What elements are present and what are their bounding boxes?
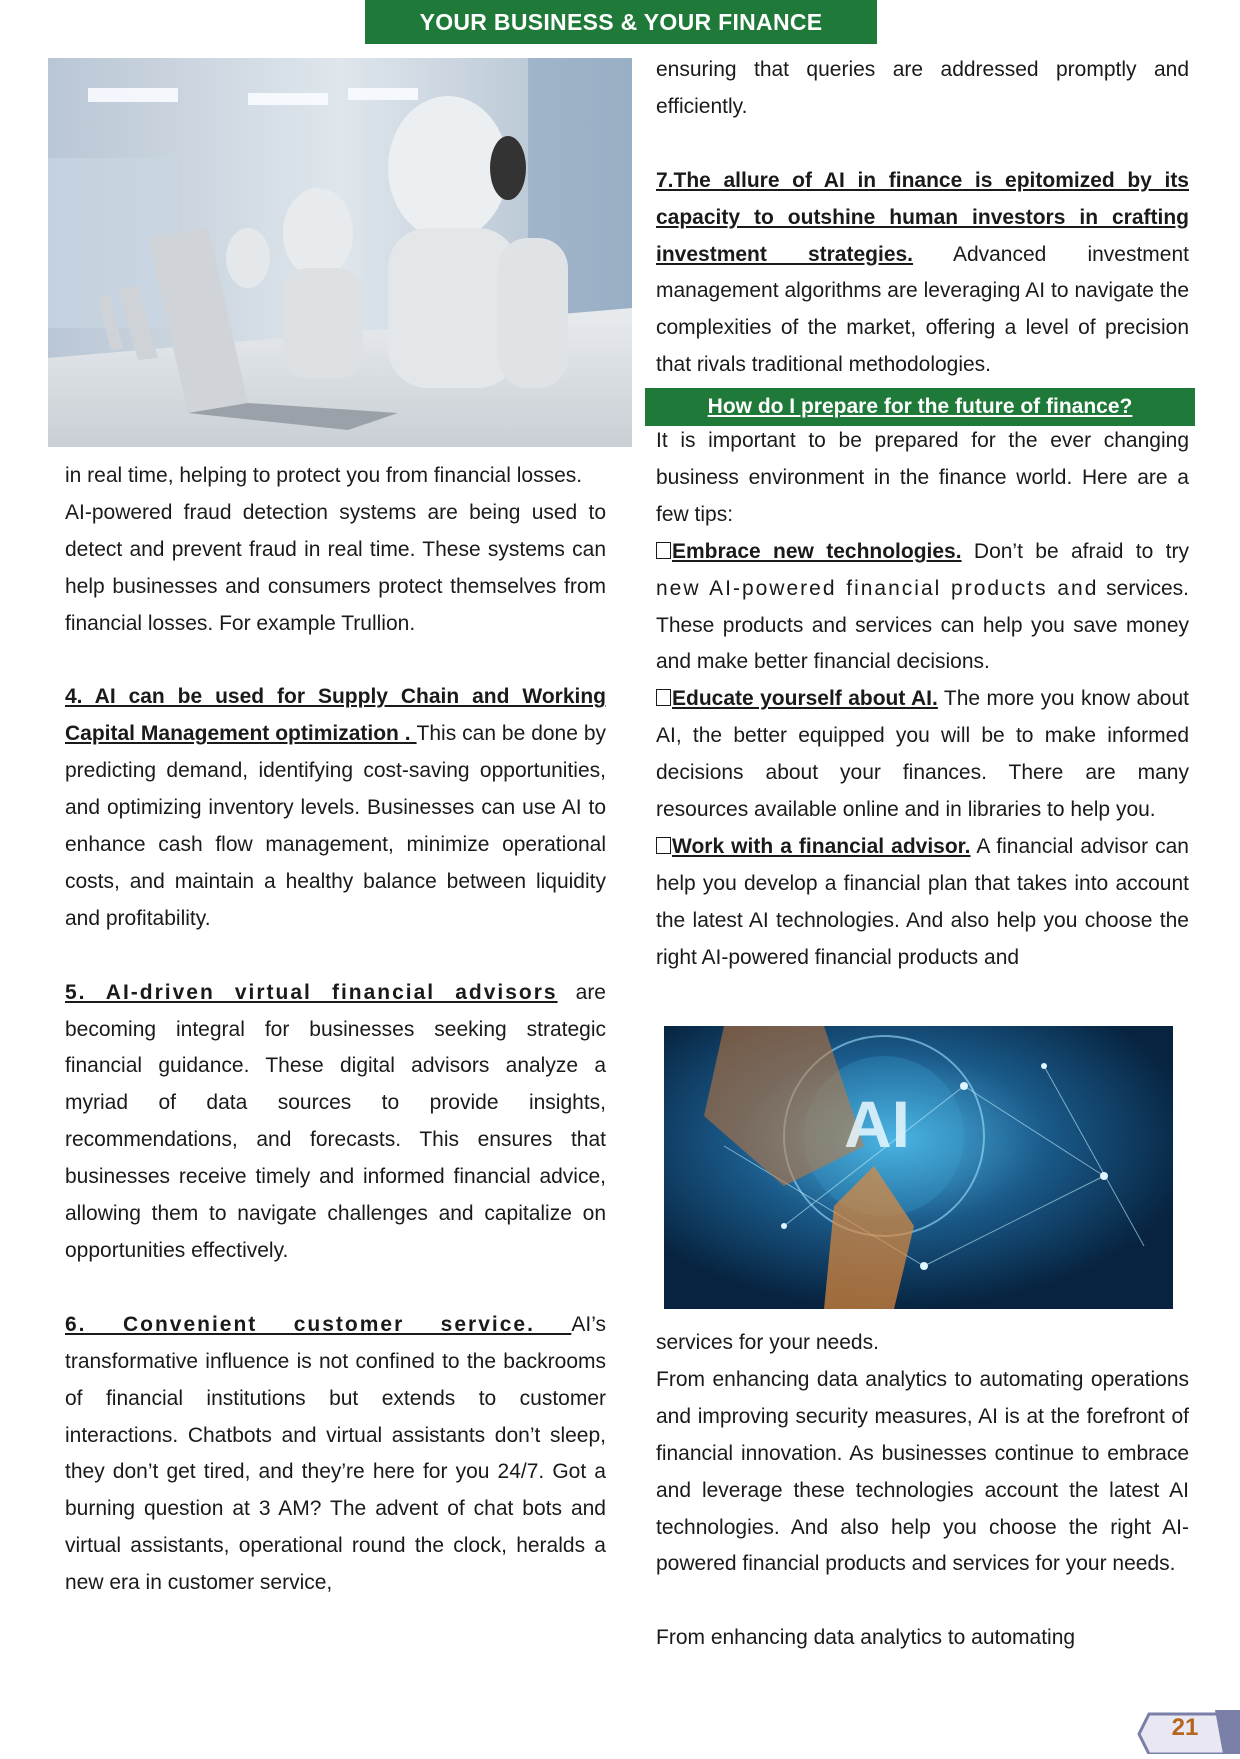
- right-bottom-paragraph-1: services for your needs.: [656, 1331, 879, 1354]
- section-heading-prepare: How do I prepare for the future of finance?: [645, 388, 1195, 426]
- tip-3-body: A financial advisor can help you develop a financial plan that takes into account the latest AI technologies. And also help you choose the right AI-powered financial products and: [656, 834, 1189, 969]
- left-column: [65, 458, 606, 1602]
- left-paragraph-1: in real time, helping to protect you from financial losses.: [65, 464, 583, 487]
- right-bottom-paragraph-2: From enhancing data analytics to automating operations and improving security measures, AI is at the forefront of financial innovation. As businesses continue to embrace and leverage these technologies account the latest AI technologies. And also help you choose the right AI-powered financial products and services for your needs.: [656, 1367, 1189, 1576]
- tip-2-heading: Educate yourself about AI.: [672, 687, 938, 711]
- tip-1-heading: Embrace new technologies.: [672, 539, 962, 563]
- right-column-middle: [656, 423, 1189, 977]
- point-7-heading: 7.The allure of AI in finance is epitomized by its capacity to outshine human investors in crafting investment strategies.: [656, 168, 1189, 266]
- point-6-body: AI’s transformative influence is not confined to the backrooms of financial institutions but extends to customer interactions. Chatbots and virtual assistants don’t sleep, they don’t get tired, and they’re here for you 24/7. Got a burning question at 3 AM? The advent of chat bots and virtual assistants, operational round the clock, heralds a new era in customer service,: [65, 1312, 606, 1595]
- checkbox-icon: [656, 689, 671, 706]
- tip-2-body: The more you know about AI, the better equipped you will be to make informed decisions about your finances. There are many resources available online and in libraries to help you.: [656, 687, 1189, 822]
- point-7-body: Advanced investment management algorithms are leveraging AI to navigate the complexities of the market, offering a level of precision that rivals traditional methodologies.: [656, 242, 1189, 377]
- point-4-heading: 4. AI can be used for Supply Chain and Working Capital Management optimization .: [65, 685, 606, 746]
- tip-advisor: [656, 829, 1189, 977]
- ai-photo-label: AI: [844, 1087, 910, 1161]
- right-column-bottom: [656, 1325, 1189, 1657]
- tip-educate: [656, 681, 1189, 829]
- tip-1-body-c: services. These products and services can help you save money and make better financial decisions.: [656, 576, 1189, 674]
- tip-1-body-a: Don’t be afraid to try: [961, 539, 1189, 563]
- point-5-body: are becoming integral for businesses seeking strategic financial guidance. These digital advisors analyze a myriad of data sources to provide insights, recommendations, and forecasts. This ensures that businesses receive timely and informed financial advice, allowing them to navigate challenges and capitalize on opportunities effectively.: [65, 980, 606, 1262]
- left-paragraph-2: AI-powered fraud detection systems are being used to detect and prevent fraud in real time. These systems can help businesses and consumers protect themselves from financial losses. For example Trullion.: [65, 500, 606, 635]
- robot-office-photo: [48, 58, 632, 447]
- point-4-body: This can be done by predicting demand, identifying cost-saving opportunities, and optimizing inventory levels. Businesses can use AI to enhance cash flow management, minimize operational costs, and maintain a healthy balance between liquidity and profitability.: [65, 722, 607, 930]
- page-number: 21: [1171, 1714, 1199, 1741]
- right-point-7: [656, 163, 1189, 384]
- left-point-6: [65, 1307, 606, 1602]
- checkbox-icon: [656, 837, 671, 854]
- ai-photo-illustration: [664, 1026, 1173, 1309]
- left-point-5: [65, 975, 606, 1270]
- point-6-heading: 6. Convenient customer service.: [65, 1312, 572, 1336]
- right-paragraph-1: ensuring that queries are addressed promptly and efficiently.: [656, 58, 1189, 118]
- right-bottom-paragraph-3: From enhancing data analytics to automating: [656, 1626, 1076, 1650]
- left-point-4: [65, 679, 606, 937]
- tip-embrace: [656, 534, 1189, 682]
- right-column-top: [656, 52, 1189, 384]
- page-header-title: YOUR BUSINESS & YOUR FINANCE: [365, 0, 877, 44]
- tip-3-heading: Work with a financial advisor.: [672, 834, 971, 858]
- page-number-tab: [1135, 1710, 1240, 1754]
- tips-intro: It is important to be prepared for the ever changing business environment in the finance world. Here are a few tips:: [656, 429, 1189, 526]
- checkbox-icon: [656, 542, 671, 559]
- point-5-heading: 5. AI-driven virtual financial advisors: [65, 980, 558, 1004]
- ai-network-photo: [664, 1026, 1173, 1309]
- robot-photo-illustration: [48, 58, 632, 447]
- tip-1-body-b: new AI-powered financial products and: [656, 576, 1099, 600]
